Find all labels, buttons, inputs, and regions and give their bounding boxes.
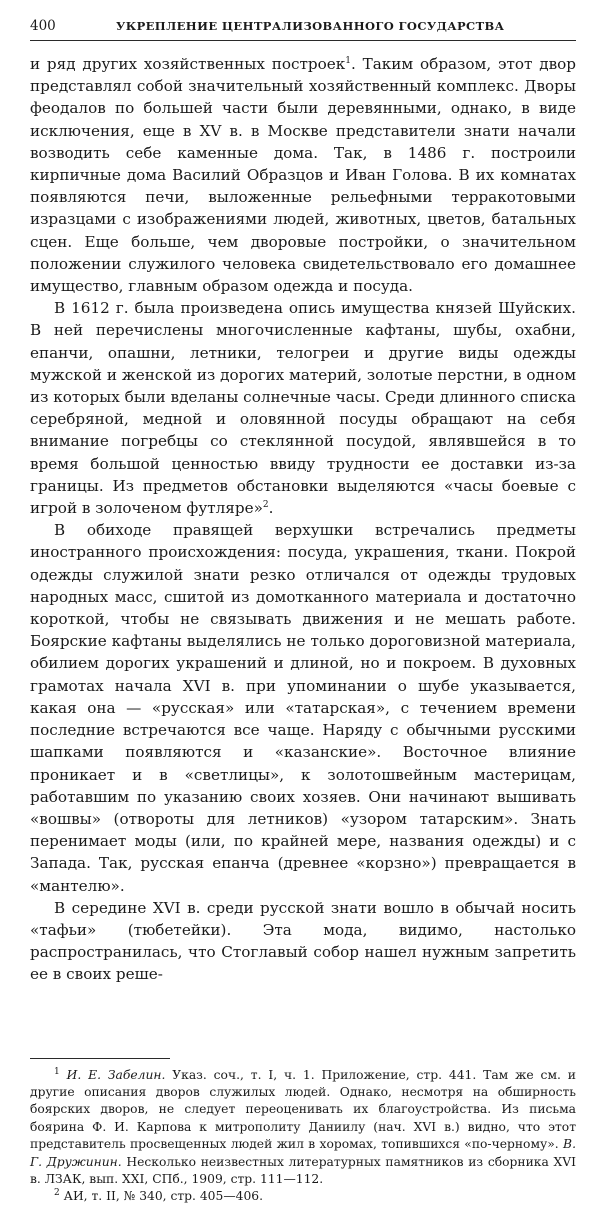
footnote [30, 1188, 576, 1205]
paragraph-text: . [268, 499, 274, 518]
footnote-divider [30, 1058, 170, 1059]
footnote-mark: 2 [54, 1188, 60, 1199]
paragraph-text: . Таким образом, этот двор представлял собой значительный хозяйственный комплекс. Дворы феодалов по большей части были деревянными, однако, в виде исключения, еще в XV в. в Москве представители знати начали возводить себе каменные дома. Так, в 1486 г. построили кирпичные дома Василий Образцов и Иван Голова. В их комнатах появляются печи, выложенные рельефными терракотовыми изразцами с изображениями людей, животных, цветов, батальных сцен. Еще больше, чем дворовые постройки, о значительном положении служилого человека свидетельствовало его домашнее имущество, главным образом одежда и посуда. [30, 55, 576, 296]
paragraph-text: В 1612 г. была произведена опись имущества князей Шуйских. В ней перечислены многочисленные кафтаны, шубы, охабни, епанчи, опашни, летники, телогреи и другие виды одежды мужской и женской из дорогих материй, золотые перстни, в одном из которых были вделаны солнечные часы. Среди длинного списка серебряной, медной и оловянной посуды обращают на себя внимание погребцы со стеклянной посудой, являвшейся в то время большой ценностью ввиду трудности ее доставки из-за границы. Из предметов обстановки выделяются «часы боевые с игрой в золоченом футляре» [30, 299, 577, 518]
paragraph [30, 297, 576, 519]
footnote-text: Указ. соч., т. I, ч. 1. Приложение, стр. 441. Там же см. и другие описания дворов служилых людей. Однако, несмотря на обширность боярских дворов, не следует переоценивать их благоустройства. Из письма боярина Ф. И. Карпова к митрополиту Даниилу (нач. XVI в.) видно, что этот представитель просвещенных людей жил в хоромах, топившихся «по-черному». [30, 1067, 576, 1152]
footnote-author: В. Г. Дружинин. [30, 1137, 576, 1169]
page-number: 400 [30, 18, 56, 34]
paragraph [30, 519, 576, 896]
footnote-ref: 1 [345, 55, 351, 66]
page-header [30, 18, 576, 41]
footnote-text: Несколько неизвестных литературных памятников из сборника XVI в. ЛЗАК, вып. XXI, СПб., 1909, стр. 111—112. [30, 1154, 576, 1186]
footnotes [30, 1067, 576, 1206]
footnote-author: И. Е. Забелин. [66, 1067, 166, 1082]
footnote [30, 1067, 576, 1189]
book-page [30, 18, 576, 1206]
paragraph [30, 897, 576, 986]
paragraph-text: и ряд других хозяйственных построек [30, 55, 346, 73]
paragraph [30, 53, 576, 297]
main-text [30, 53, 576, 986]
paragraph-text: В обиходе правящей верхушки встречались предметы иностранного происхождения: посуда, украшения, ткани. Покрой одежды служилой знати резко отличался от одежды трудовых народных масс, сшитой из домотканного материала и достаточно короткой, чтобы не связывать движения и не мешать работе. Боярские кафтаны выделялись не только дороговизной материала, обилием дорогих украшений и длиной, но и покроем. В духовных грамотах начала XVI в. при упоминании о шубе указывается, какая она — «русская» или «татарская», с течением времени последние встречаются все чаще. Наряду с обычными русскими шапками появляются и «казанские». Восточное влияние проникает и в «светлицы», к золотошвейным мастерицам, работавшим по указанию своих хозяев. Они начинают вышивать «вошвы» (отвороты для летников) «узором татарским». Знать перенимает моды (или, по крайней мере, названия одежды) и с Запада. Так, русская епанча (древнее «корзно») превращается в «мантелю». [30, 521, 576, 895]
running-title: УКРЕПЛЕНИЕ ЦЕНТРАЛИЗОВАННОГО ГОСУДАРСТВА [116, 19, 505, 33]
footnote-ref: 2 [262, 500, 269, 510]
footnote-text: АИ, т. II, № 340, стр. 405—406. [59, 1189, 264, 1204]
footnote-mark: 1 [54, 1066, 60, 1077]
paragraph-text: В середине XVI в. среди русской знати вошло в обычай носить «тафьи» (тюбетейки). Эта мода, видимо, настолько распространилась, что Стоглавый собор нашел нужным запретить ее в своих реше- [30, 898, 576, 984]
